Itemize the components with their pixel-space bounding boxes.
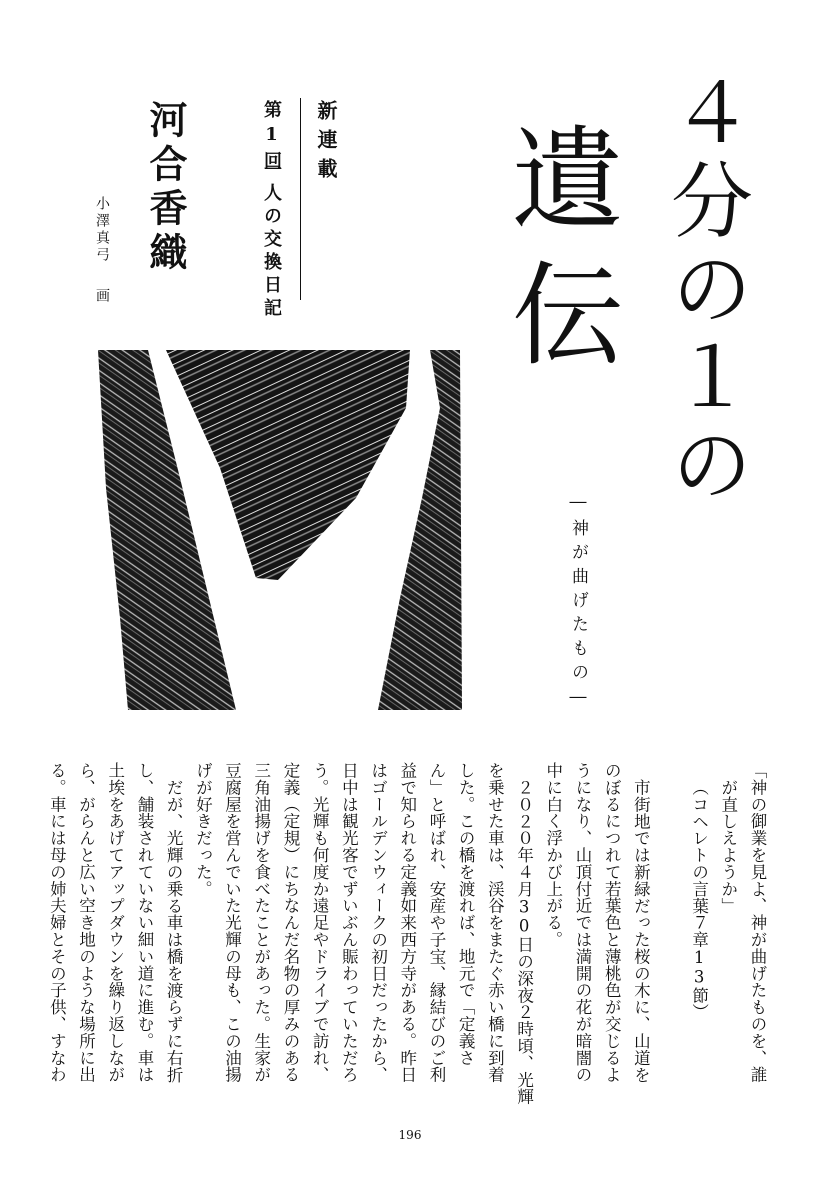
- author-name: 河合香織: [143, 100, 188, 276]
- body-line: 益で知られる定義如来西方寺がある。昨日: [397, 762, 417, 1084]
- episode-title: 一人の交換日記: [261, 160, 282, 321]
- body-line: げが好きだった。: [193, 762, 213, 898]
- body-line: はゴールデンウィークの初日だったから、: [368, 762, 388, 1084]
- body-line: ん」と呼ばれ、安産や子宝、縁結びのご利: [426, 762, 446, 1084]
- body-line: 土埃をあげてアップダウンを繰り返しなが: [105, 762, 125, 1084]
- main-title: [470, 50, 780, 570]
- body-text: [42, 762, 772, 1134]
- body-line: う。光輝も何度か遠足やドライブで訪れ、: [310, 762, 330, 1084]
- body-line: だが、光輝の乗る車は橋を渡らずに右折: [164, 778, 184, 1083]
- series-label: 新連載: [314, 100, 338, 187]
- illustrator-role: 画: [94, 288, 110, 302]
- body-line: ら、がらんと広い空き地のような場所に出: [76, 762, 96, 1084]
- body-line: うになり、山頂付近では満開の花が暗闇の: [572, 762, 592, 1084]
- epigraph-line: 「神の御業を見よ、神が曲げたものを、誰: [748, 762, 767, 1084]
- body-line: 市街地では新緑だった桜の木に、山道を: [631, 778, 651, 1083]
- title-line-2: 遺伝: [493, 120, 623, 392]
- epigraph-source: （コヘレトの言葉７章13節）: [689, 778, 709, 1021]
- body-line: 日中は観光客でずいぶん賑わっていただろ: [339, 762, 359, 1084]
- body-line: る。車には母の姉夫婦とその子供、すなわ: [47, 762, 67, 1084]
- body-line: 豆腐屋を営んでいた光輝の母も、この油揚: [222, 762, 242, 1084]
- body-line: のぼるにつれて若葉色と薄桃色が交じるよ: [602, 762, 622, 1084]
- epigraph-line: が直しえようか」: [718, 778, 738, 914]
- subtitle: ―神が曲げたもの―: [568, 492, 588, 714]
- body-line: 定義（定規）にちなんだ名物の厚みのある: [280, 762, 300, 1084]
- page-number: 196: [398, 1128, 422, 1142]
- body-line: した。この橋を渡れば、地元で「定義さ: [456, 762, 476, 1067]
- body-line: 三角油揚げを食べたことがあった。生家が: [251, 762, 271, 1084]
- body-line: ２０２０年４月30日の深夜２時頃、光輝: [514, 778, 534, 1105]
- episode-number: 第1回: [261, 100, 282, 175]
- illustrator-name: 小澤真弓: [94, 196, 110, 264]
- title-line-1: ４分の１の: [657, 70, 753, 510]
- body-line: 中に白く浮かび上がる。: [543, 762, 563, 948]
- body-line: し、舗装されていない細い道に進む。車は: [134, 762, 154, 1084]
- header-divider: [300, 98, 301, 300]
- ink-shape-center: [166, 350, 410, 580]
- body-line: を乗せた車は、渓谷をまたぐ赤い橋に到着: [485, 762, 505, 1084]
- ink-illustration: [88, 348, 468, 718]
